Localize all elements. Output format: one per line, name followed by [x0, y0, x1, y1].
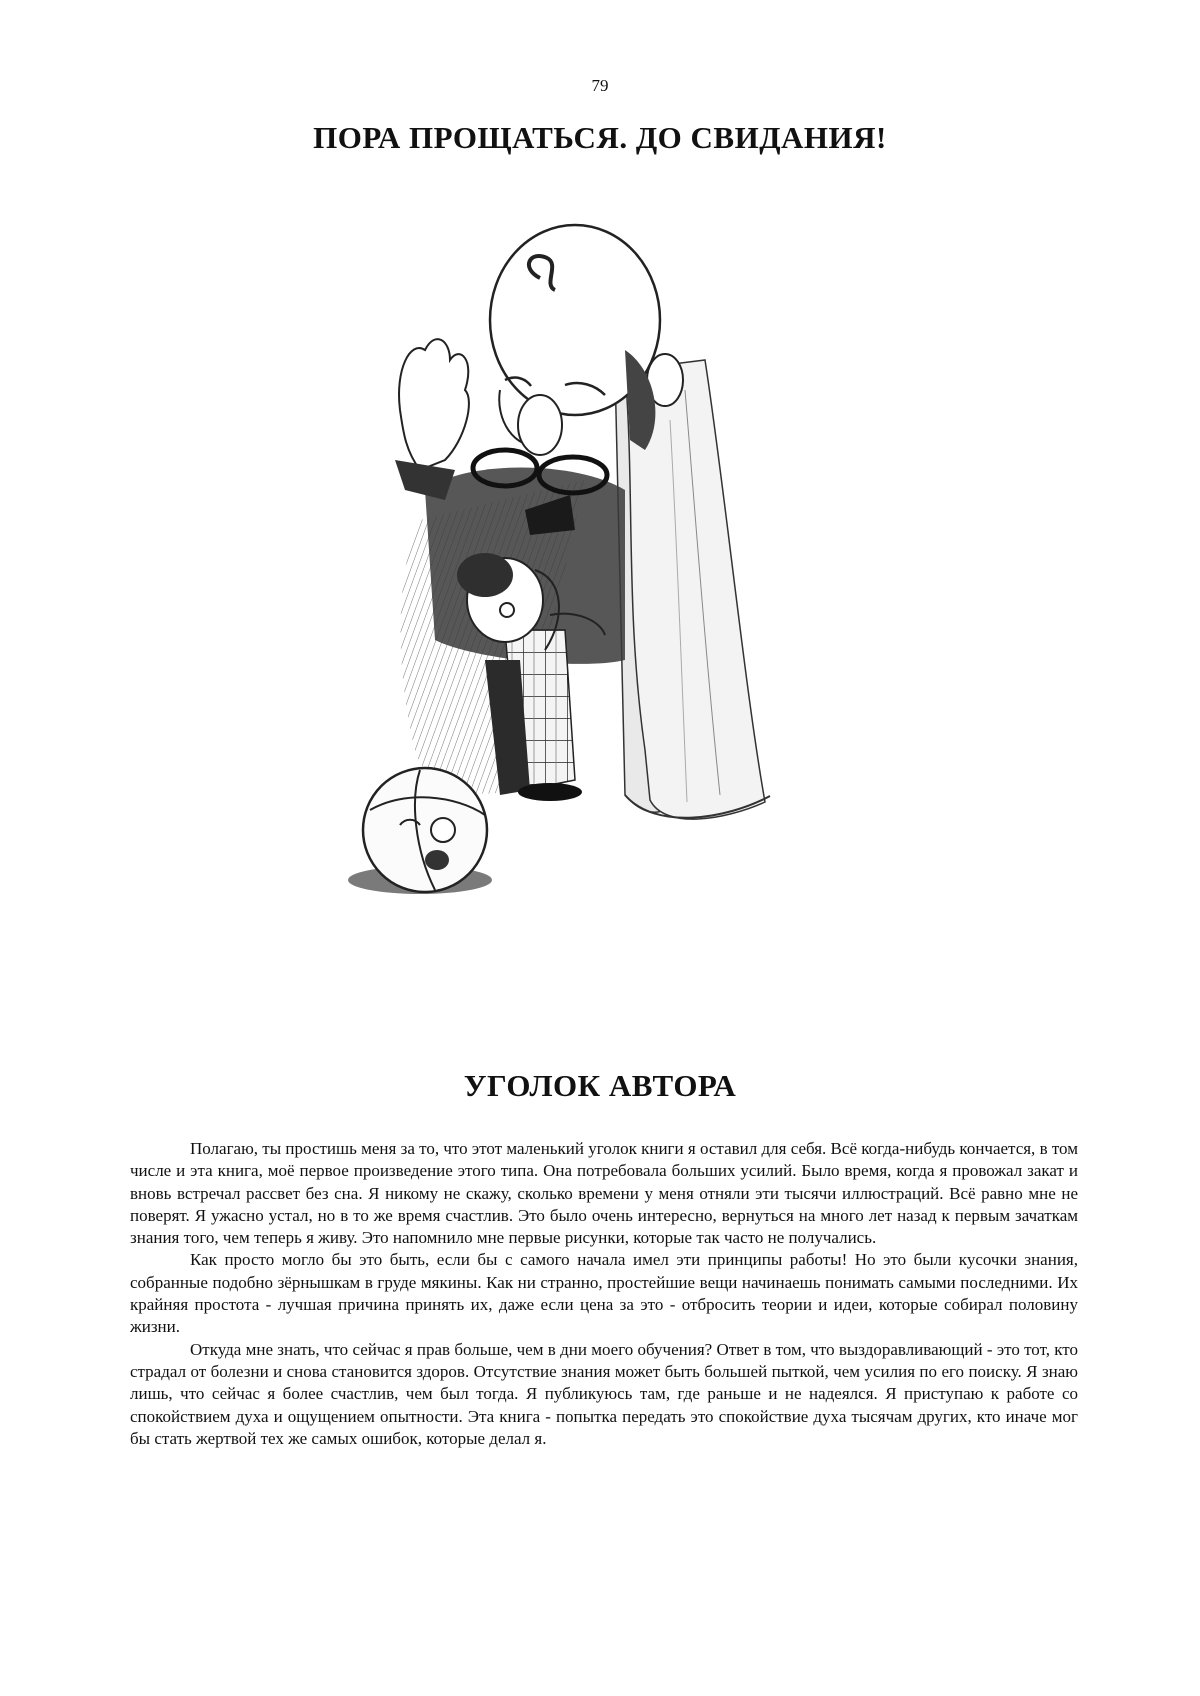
paragraph: Откуда мне знать, что сейчас я прав больше, чем в дни моего обучения? Ответ в том, что выздоравливающий - это тот, кто страдал от болезни и снова становится здоров. Отсутствие знания может быть большей пыткой, чем усилия по его поиску. Я знаю лишь, что сейчас я более счастлив, чем был тогда. Я публикуюсь там, где раньше и не надеялся. Я приступаю к работе со спокойствием духа и ощущением опытности. Эта книга - попытка передать это спокойствие духа тысячам других, кто иначе мог бы стать жертвой тех же самых ошибок, которые делал я. [130, 1339, 1078, 1448]
ball-drawing [348, 768, 492, 894]
caricature-illustration [325, 190, 885, 970]
body-text [130, 1138, 1078, 1450]
chapter-title: ПОРА ПРОЩАТЬСЯ. ДО СВИДАНИЯ! [313, 120, 887, 155]
paragraph: Как просто могло бы это быть, если бы с самого начала имел эти принципы работы! Но это были кусочки знания, собранные подобно зёрнышкам в груде мякины. Как ни странно, простейшие вещи начинаешь понимать самыми последними. Их крайняя простота - лучшая причина принять их, даже если цена за это - отбросить теории и идеи, которые собирал половину жизни. [130, 1250, 1078, 1337]
page-number: 79 [591, 76, 609, 95]
section-title: УГОЛОК АВТОРА [463, 1068, 737, 1103]
hand-drawing [399, 339, 469, 470]
paragraph: Полагаю, ты простишь меня за то, что этот маленький уголок книги я оставил для себя. Всё когда-нибудь кончается, в том числе и эта книга, моё первое произведение этого типа. Она потребовала больших усилий. Было время, когда я провожал закат и вновь встречал рассвет без сна. Я никому не скажу, сколько времени у меня отняли эти тысячи иллюстраций. Всё равно мне не поверят. Я ужасно устал, но в то же время счастлив. Это было очень интересно, вернуться на много лет назад к первым зачаткам знания того, чем теперь я живу. Это напомнило мне первые рисунки, которые так часто не получались. [130, 1139, 1078, 1248]
